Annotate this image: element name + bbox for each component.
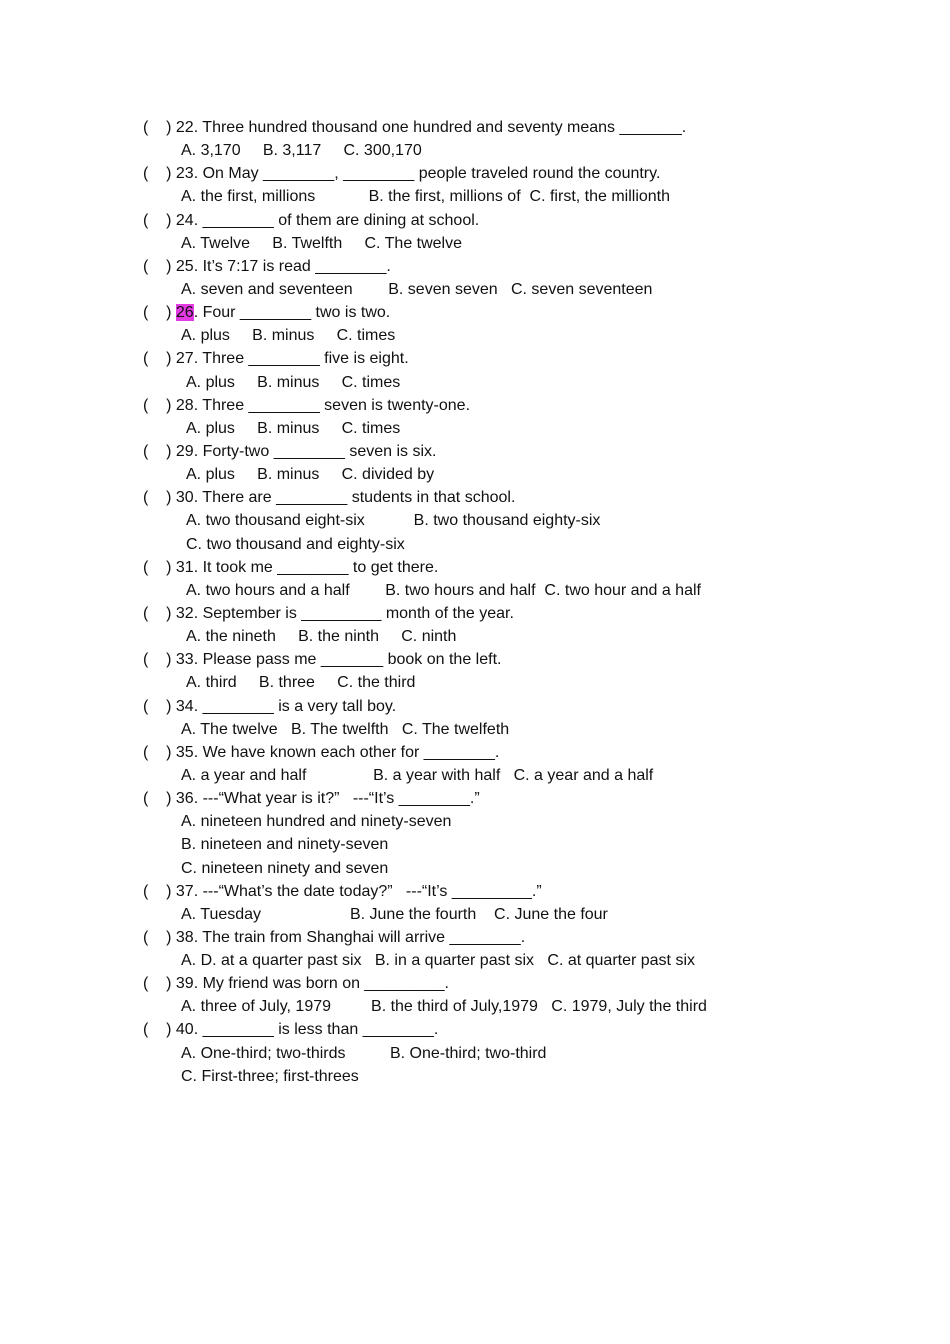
question-line [0, 347, 950, 370]
question-number: 31 [175, 558, 194, 576]
question-line [0, 209, 950, 232]
question-text: . Three ________ five is eight. [193, 350, 409, 368]
question-text: . Three ________ seven is twenty-one. [193, 396, 471, 414]
answer-options: A. D. at a quarter past six B. in a quarter past six C. at quarter past six [181, 952, 695, 970]
answer-bracket: ( ) [143, 558, 176, 576]
question-line [0, 162, 950, 185]
answer-options: A. plus B. minus C. divided by [186, 466, 435, 484]
answer-options: C. nineteen ninety and seven [181, 859, 389, 877]
question-number: 35 [175, 743, 194, 761]
answer-options: A. nineteen hundred and ninety-seven [181, 813, 452, 831]
answer-bracket: ( ) [143, 211, 176, 229]
question-text: . There are ________ students in that school. [193, 489, 516, 507]
question-text: . On May ________, ________ people traveled round the country. [193, 165, 661, 183]
answer-bracket: ( ) [143, 697, 176, 715]
question-line [0, 926, 950, 949]
answer-bracket: ( ) [143, 882, 176, 900]
question-text: . ________ is a very tall boy. [193, 697, 397, 715]
answer-bracket: ( ) [143, 165, 176, 183]
answer-bracket: ( ) [143, 304, 176, 322]
answer-options: A. two hours and a half B. two hours and half C. two hour and a half [186, 581, 701, 599]
question-number: 30 [175, 489, 194, 507]
answer-options: A. One-third; two-thirds B. One-third; two-third [181, 1044, 547, 1062]
question-line [0, 394, 950, 417]
question-text: . It took me ________ to get there. [193, 558, 439, 576]
answer-options: A. three of July, 1979 B. the third of July,1979 C. 1979, July the third [181, 998, 707, 1016]
question-text: . Three hundred thousand one hundred and seventy means _______. [193, 119, 687, 136]
question-number: 27 [175, 350, 194, 368]
question-number: 22 [175, 119, 194, 136]
question-number: 28 [175, 396, 194, 414]
question-number: 36 [175, 790, 194, 808]
answer-bracket: ( ) [143, 651, 176, 669]
answer-options: A. Twelve B. Twelfth C. The twelve [181, 234, 463, 252]
question-number: 38 [175, 928, 194, 946]
question-list [0, 116, 950, 1088]
answer-options: C. two thousand and eighty-six [186, 535, 405, 553]
question-number: 39 [175, 975, 194, 993]
answer-options: A. third B. three C. the third [186, 674, 416, 692]
question-line [0, 440, 950, 463]
answer-bracket: ( ) [143, 489, 176, 507]
answer-options: A. plus B. minus C. times [186, 419, 401, 437]
answer-options: A. The twelve B. The twelfth C. The twelfeth [181, 720, 510, 738]
answer-options: A. seven and seventeen B. seven seven C. seven seventeen [181, 280, 653, 298]
answer-bracket: ( ) [143, 396, 176, 414]
question-number: 37 [175, 882, 194, 900]
answer-options: A. two thousand eight-six B. two thousand eighty-six [186, 512, 601, 530]
answer-bracket: ( ) [143, 1021, 176, 1039]
answer-options: A. Tuesday B. June the fourth C. June the four [181, 905, 608, 923]
answer-bracket: ( ) [143, 790, 176, 808]
question-line [0, 301, 950, 324]
question-number: 34 [175, 697, 194, 715]
answer-bracket: ( ) [143, 257, 176, 275]
question-text: . September is _________ month of the year. [193, 604, 514, 622]
answer-bracket: ( ) [143, 604, 176, 622]
answer-bracket: ( ) [143, 928, 176, 946]
question-text: . Please pass me _______ book on the left. [193, 651, 502, 669]
answer-options: B. nineteen and ninety-seven [181, 836, 389, 854]
question-text: . ---“What’s the date today?” ---“It’s _________.” [193, 882, 542, 900]
question-text: . My friend was born on _________. [193, 975, 449, 993]
answer-bracket: ( ) [143, 975, 176, 993]
question-text: . It’s 7:17 is read ________. [193, 257, 391, 275]
question-line [0, 602, 950, 625]
question-line [0, 880, 950, 903]
question-number: 25 [175, 257, 194, 275]
answer-bracket: ( ) [143, 119, 176, 136]
question-number: 23 [175, 165, 194, 183]
answer-bracket: ( ) [143, 743, 176, 761]
question-line [0, 556, 950, 579]
question-line [0, 787, 950, 810]
answer-options: A. plus B. minus C. times [181, 327, 396, 345]
answer-options: C. First-three; first-threes [181, 1067, 359, 1085]
answer-options: A. the first, millions B. the first, millions of C. first, the millionth [181, 188, 671, 206]
question-text: . Forty-two ________ seven is six. [193, 442, 437, 460]
question-text: . We have known each other for ________. [193, 743, 500, 761]
question-line [0, 741, 950, 764]
question-line [0, 255, 950, 278]
question-number: 33 [175, 651, 194, 669]
question-line [0, 695, 950, 718]
question-line [0, 486, 950, 509]
question-text: . ________ of them are dining at school. [193, 211, 480, 229]
answer-options: A. plus B. minus C. times [186, 373, 401, 391]
answer-options: A. 3,170 B. 3,117 C. 300,170 [181, 142, 422, 160]
question-text: . The train from Shanghai will arrive ________. [193, 928, 526, 946]
answer-options: A. the nineth B. the ninth C. ninth [186, 628, 457, 646]
question-number: 40 [175, 1021, 194, 1039]
question-number: 29 [175, 442, 194, 460]
question-line [0, 116, 950, 139]
question-text: . Four ________ two is two. [193, 304, 391, 322]
question-number: 26 [175, 304, 194, 322]
question-number: 24 [175, 211, 194, 229]
question-text: . ________ is less than ________. [193, 1021, 439, 1039]
question-text: . ---“What year is it?” ---“It’s ________.” [193, 790, 480, 808]
question-number: 32 [175, 604, 194, 622]
question-line [0, 1018, 950, 1041]
question-line [0, 972, 950, 995]
answer-options: A. a year and half B. a year with half C. a year and a half [181, 766, 654, 784]
question-line [0, 648, 950, 671]
answer-bracket: ( ) [143, 442, 176, 460]
answer-bracket: ( ) [143, 350, 176, 368]
